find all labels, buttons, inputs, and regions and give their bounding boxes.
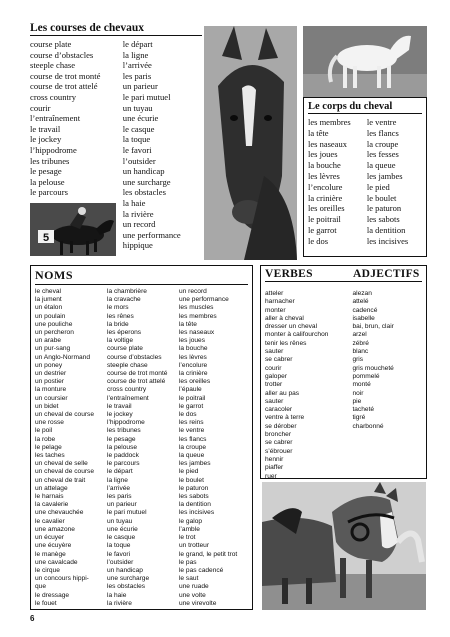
list-item: l’amble	[178, 525, 200, 533]
list-item: un record	[178, 288, 207, 295]
list-item: les obstacles	[106, 583, 146, 591]
list-item: les joues	[178, 337, 205, 345]
list-item: alezan	[352, 290, 372, 297]
list-item: la cavalerie	[35, 501, 69, 509]
list-item: aller au pas	[265, 389, 300, 397]
list-item: dresser un cheval	[265, 323, 318, 331]
page-number: 6	[30, 614, 35, 623]
list-item: le mors	[106, 304, 129, 312]
nouns-title: NOMS	[35, 268, 248, 285]
list-item: la dentition	[178, 501, 211, 509]
list-item: sauter	[265, 397, 284, 405]
list-item: une amazone	[35, 525, 75, 533]
list-item: les membres	[308, 117, 351, 127]
list-item: courir	[30, 102, 51, 113]
list-item: un cheval de trait	[35, 476, 86, 484]
list-item: la cravache	[106, 296, 141, 304]
list-item: le paddock	[106, 452, 139, 460]
draft-horses-photo	[262, 482, 426, 610]
list-item: le trot	[178, 534, 196, 542]
foal-illustration	[204, 26, 297, 260]
list-item: les incisives	[178, 509, 215, 517]
list-item: atteler	[265, 290, 284, 297]
body-parts-list-1	[308, 117, 367, 247]
list-item: le paturon	[178, 484, 209, 492]
list-item: les muscles	[178, 304, 214, 312]
list-item: les paris	[106, 493, 132, 501]
list-item: les sabots	[178, 493, 209, 501]
list-item: gris	[352, 356, 364, 364]
list-item: les lèvres	[178, 353, 207, 361]
list-item: la tête	[178, 320, 197, 328]
list-item: course de trot attelé	[30, 81, 98, 92]
list-item: le départ	[106, 468, 133, 476]
verbs-adjectives-box	[260, 265, 427, 479]
list-item: un cheval de course	[35, 468, 95, 476]
list-item: un Anglo-Normand	[35, 353, 90, 361]
list-item: la croupe	[366, 138, 399, 149]
list-item: une ruade	[178, 583, 209, 591]
list-item: course d’obstacles	[30, 49, 94, 60]
list-item: zébré	[352, 339, 369, 347]
list-item: tacheté	[352, 406, 375, 414]
list-item: un étalon	[35, 304, 63, 312]
list-item: course d’obstacles	[106, 353, 162, 361]
list-item: la ligne	[106, 476, 128, 484]
list-item: piaffer	[265, 464, 284, 472]
list-item: sauter	[265, 348, 284, 356]
list-item: un cheval de selle	[35, 460, 88, 468]
body-parts-box	[303, 97, 427, 257]
list-item: les jambes	[178, 460, 211, 468]
list-item: un parieur	[122, 81, 158, 92]
list-item: la pelouse	[30, 176, 65, 187]
list-item: l’arrivée	[122, 60, 152, 71]
list-item: bai, brun, clair	[352, 323, 394, 331]
list-item: les naseaux	[308, 138, 347, 149]
list-item: se cabrer	[265, 356, 293, 364]
list-item: la ligne	[122, 49, 149, 60]
list-item: l’hippodrome	[106, 419, 145, 427]
list-item: la croupe	[178, 443, 207, 451]
list-item: l’encolure	[178, 361, 208, 369]
body-parts-columns	[308, 117, 422, 247]
list-item: les incisives	[366, 235, 409, 246]
list-item: se dérober	[265, 422, 297, 430]
list-item: les éperons	[106, 329, 142, 337]
list-item: hennir	[265, 455, 284, 463]
list-item: un handicap	[122, 166, 165, 177]
list-item: un arabe	[35, 337, 62, 345]
list-item: les lèvres	[308, 170, 340, 181]
list-item: la pelouse	[106, 443, 138, 451]
list-item: l’encolure	[308, 181, 343, 192]
list-item: ventre à terre	[265, 414, 305, 422]
list-item: une écurie	[122, 113, 159, 124]
list-item: se cabrer	[265, 439, 293, 447]
list-item: le cirque	[35, 566, 60, 574]
list-item: les oreilles	[308, 203, 345, 214]
verbs-title: VERBES	[265, 268, 313, 280]
list-item: une surcharge	[106, 575, 150, 583]
list-item: la crinière	[178, 370, 208, 378]
list-item: la haie	[122, 197, 146, 208]
list-item: le casque	[106, 534, 136, 542]
list-item: le favori	[106, 550, 131, 558]
list-item: le fouet	[35, 599, 57, 607]
list-item: un handicap	[106, 566, 143, 574]
list-item: course de trot attelé	[106, 378, 166, 386]
list-item: la chambrière	[106, 288, 147, 295]
list-item: caracoler	[265, 406, 293, 414]
list-item: noir	[352, 389, 364, 397]
verbs-adjectives-header	[265, 268, 422, 282]
list-item: la queue	[366, 160, 396, 171]
list-item: le travail	[30, 123, 61, 134]
list-item: une performance	[122, 229, 181, 240]
list-item: les flancs	[366, 127, 399, 138]
list-item: le saut	[178, 575, 199, 583]
list-item: un poulain	[35, 312, 66, 320]
list-item: ruer	[265, 472, 277, 480]
list-item: la toque	[106, 542, 131, 550]
list-item: isabelle	[352, 314, 375, 322]
list-item: une volte	[178, 591, 206, 599]
list-item: un trotteur	[178, 542, 210, 550]
list-item: course de trot monté	[106, 370, 168, 378]
list-item: le poil	[35, 427, 53, 435]
list-item: un bidet	[35, 402, 59, 410]
list-item: steeple chase	[106, 361, 148, 369]
list-item: un tuyau	[122, 102, 153, 113]
list-item: la toque	[122, 134, 151, 145]
courses-title: Les courses de chevaux	[30, 22, 202, 36]
list-item: le paturon	[366, 203, 402, 214]
list-item: la jument	[35, 296, 62, 304]
list-item: cadencé	[352, 306, 378, 314]
list-item: le dressage	[35, 591, 70, 599]
list-item: le ventre	[178, 427, 205, 435]
list-item: le cavalier	[35, 517, 65, 525]
list-item: les tribunes	[106, 427, 141, 435]
list-item: le harnais	[35, 493, 64, 501]
list-item: l’hippodrome	[30, 144, 77, 155]
list-item: l’outsider	[122, 155, 156, 166]
list-item: cross country	[30, 91, 77, 102]
list-item: la rivière	[106, 599, 132, 607]
list-item: les taches	[35, 452, 65, 460]
list-item: monter	[265, 306, 286, 314]
list-item: gris moucheté	[352, 364, 394, 372]
list-item: monté	[352, 381, 371, 389]
list-item: les tribunes	[30, 155, 70, 166]
list-item: le pesage	[106, 435, 136, 443]
list-item: le galop	[178, 517, 203, 525]
list-item: le garrot	[308, 224, 337, 235]
list-item: l’entraînement	[30, 113, 81, 124]
list-item: la queue	[178, 452, 205, 460]
list-item: la dentition	[366, 224, 406, 235]
list-item: un concours hippi-	[35, 575, 89, 583]
list-item: le pied	[178, 468, 199, 476]
nouns-list-2	[107, 288, 179, 608]
list-item: arzel	[352, 331, 367, 339]
list-item: le départ	[122, 39, 153, 49]
list-item: aller à cheval	[265, 314, 304, 322]
list-item: les naseaux	[178, 329, 215, 337]
list-item: un percheron	[35, 329, 74, 337]
adjectives-title: ADJECTIFS	[353, 268, 420, 280]
list-item: courir	[265, 364, 282, 372]
list-item: un tuyau	[106, 517, 133, 525]
list-item: course plate	[30, 39, 72, 49]
list-item: attelé	[352, 298, 369, 306]
list-item: la tête	[308, 127, 329, 138]
list-item: harnacher	[265, 298, 295, 306]
list-item: broncher	[265, 431, 292, 439]
list-item: cross country	[106, 386, 147, 394]
draft-horses-illustration	[262, 482, 426, 610]
list-item: course de trot monté	[30, 70, 101, 81]
list-item: un attelage	[35, 484, 68, 492]
list-item: une virevolte	[178, 599, 217, 607]
list-item: un parieur	[106, 501, 137, 509]
courses-list-2	[123, 39, 202, 251]
list-item: le dos	[178, 411, 197, 419]
list-item: trotter	[265, 381, 283, 389]
list-item: le pied	[366, 181, 390, 192]
list-item: le poitrail	[178, 394, 206, 402]
list-item: la crinière	[308, 192, 343, 203]
list-item: le pari mutuel	[106, 509, 147, 517]
list-item: les paris	[122, 70, 152, 81]
list-item: les fesses	[366, 149, 399, 160]
list-item: le jockey	[106, 411, 133, 419]
list-item: steeple chase	[30, 60, 76, 71]
nouns-box	[30, 265, 253, 610]
body-parts-list-2	[367, 117, 422, 247]
list-item: une écurie	[106, 525, 138, 533]
list-item: un coursier	[35, 394, 68, 402]
body-parts-title: Le corps du cheval	[308, 101, 422, 114]
list-item: le pas cadencé	[178, 566, 224, 574]
list-item: le cheval	[35, 288, 62, 295]
white-horse-illustration	[303, 26, 427, 97]
list-item: le pari mutuel	[122, 91, 171, 102]
list-item: tigré	[352, 414, 366, 422]
list-item: l’entraînement	[106, 394, 149, 402]
list-item: le favori	[122, 144, 152, 155]
list-item: l’outsider	[106, 558, 134, 566]
nouns-list-3	[179, 288, 248, 608]
list-item: une rosse	[35, 419, 64, 427]
verbs-adjectives-columns	[265, 290, 422, 481]
list-item: le jockey	[30, 134, 62, 145]
list-item: les reins	[178, 419, 204, 427]
list-item: tenir les rênes	[265, 339, 307, 347]
list-item: la bride	[106, 320, 129, 328]
list-item: le ventre	[366, 117, 397, 127]
race-illustration	[30, 203, 116, 256]
list-item: le pas	[178, 558, 197, 566]
list-item: un cheval de course	[35, 411, 95, 419]
list-item: les oreilles	[178, 378, 211, 386]
list-item: les joues	[308, 149, 338, 160]
list-item: le pesage	[30, 166, 62, 177]
list-item: les membres	[178, 312, 217, 320]
race-photo	[30, 203, 116, 256]
race-bib-number: 5	[42, 232, 50, 244]
list-item: le boulet	[366, 192, 397, 203]
list-item: un destrier	[35, 370, 67, 378]
list-item: un record	[122, 219, 156, 230]
list-item: le boulet	[178, 476, 204, 484]
list-item: une chevauchée	[35, 509, 84, 517]
list-item: une surcharge	[122, 176, 171, 187]
list-item: la bouche	[308, 160, 341, 171]
list-item: l’épaule	[178, 386, 202, 394]
list-item: la robe	[35, 435, 56, 443]
list-item: pommelé	[352, 372, 380, 380]
list-item: les obstacles	[122, 187, 166, 198]
list-item: une écuyère	[35, 542, 72, 550]
verbs-list	[265, 290, 352, 481]
list-item: course plate	[106, 345, 143, 353]
list-item: charbonné	[352, 422, 384, 430]
list-item: le garrot	[178, 402, 204, 410]
list-item: la bouche	[178, 345, 208, 353]
list-item: le casque	[122, 123, 155, 134]
list-item: une pouliche	[35, 320, 73, 328]
adjectives-list	[352, 290, 422, 481]
list-item: un poney	[35, 361, 63, 369]
list-item: hippique	[122, 240, 153, 251]
list-item: le travail	[106, 402, 132, 410]
list-item: l’arrivée	[106, 484, 131, 492]
foal-photo	[204, 26, 297, 260]
list-item: le dos	[308, 235, 329, 246]
list-item: monter à califourchon	[265, 331, 329, 339]
list-item: les rênes	[106, 312, 134, 320]
list-item: que	[35, 583, 47, 591]
white-horse-photo	[303, 26, 427, 97]
list-item: une cavalcade	[35, 558, 78, 566]
list-item: le parcours	[30, 187, 68, 198]
nouns-list-1	[35, 288, 107, 608]
list-item: le manège	[35, 550, 66, 558]
list-item: le parcours	[106, 460, 140, 468]
list-item: pie	[352, 397, 362, 405]
nouns-columns	[35, 288, 248, 608]
list-item: le pelage	[35, 443, 62, 451]
list-item: le poitrail	[308, 214, 341, 225]
list-item: un postier	[35, 378, 64, 386]
list-item: la voltige	[106, 337, 134, 345]
list-item: blanc	[352, 348, 369, 356]
list-item: la haie	[106, 591, 127, 599]
list-item: galoper	[265, 372, 287, 380]
list-item: les jambes	[366, 170, 403, 181]
list-item: les sabots	[366, 214, 400, 225]
list-item: la rivière	[122, 208, 154, 219]
list-item: le grand, le petit trot	[178, 550, 238, 558]
list-item: un pur-sang	[35, 345, 71, 353]
list-item: s’ébrouer	[265, 447, 293, 455]
list-item: les flancs	[178, 435, 207, 443]
list-item: la monture	[35, 386, 67, 394]
list-item: une performance	[178, 296, 229, 304]
list-item: un écuyer	[35, 534, 64, 542]
